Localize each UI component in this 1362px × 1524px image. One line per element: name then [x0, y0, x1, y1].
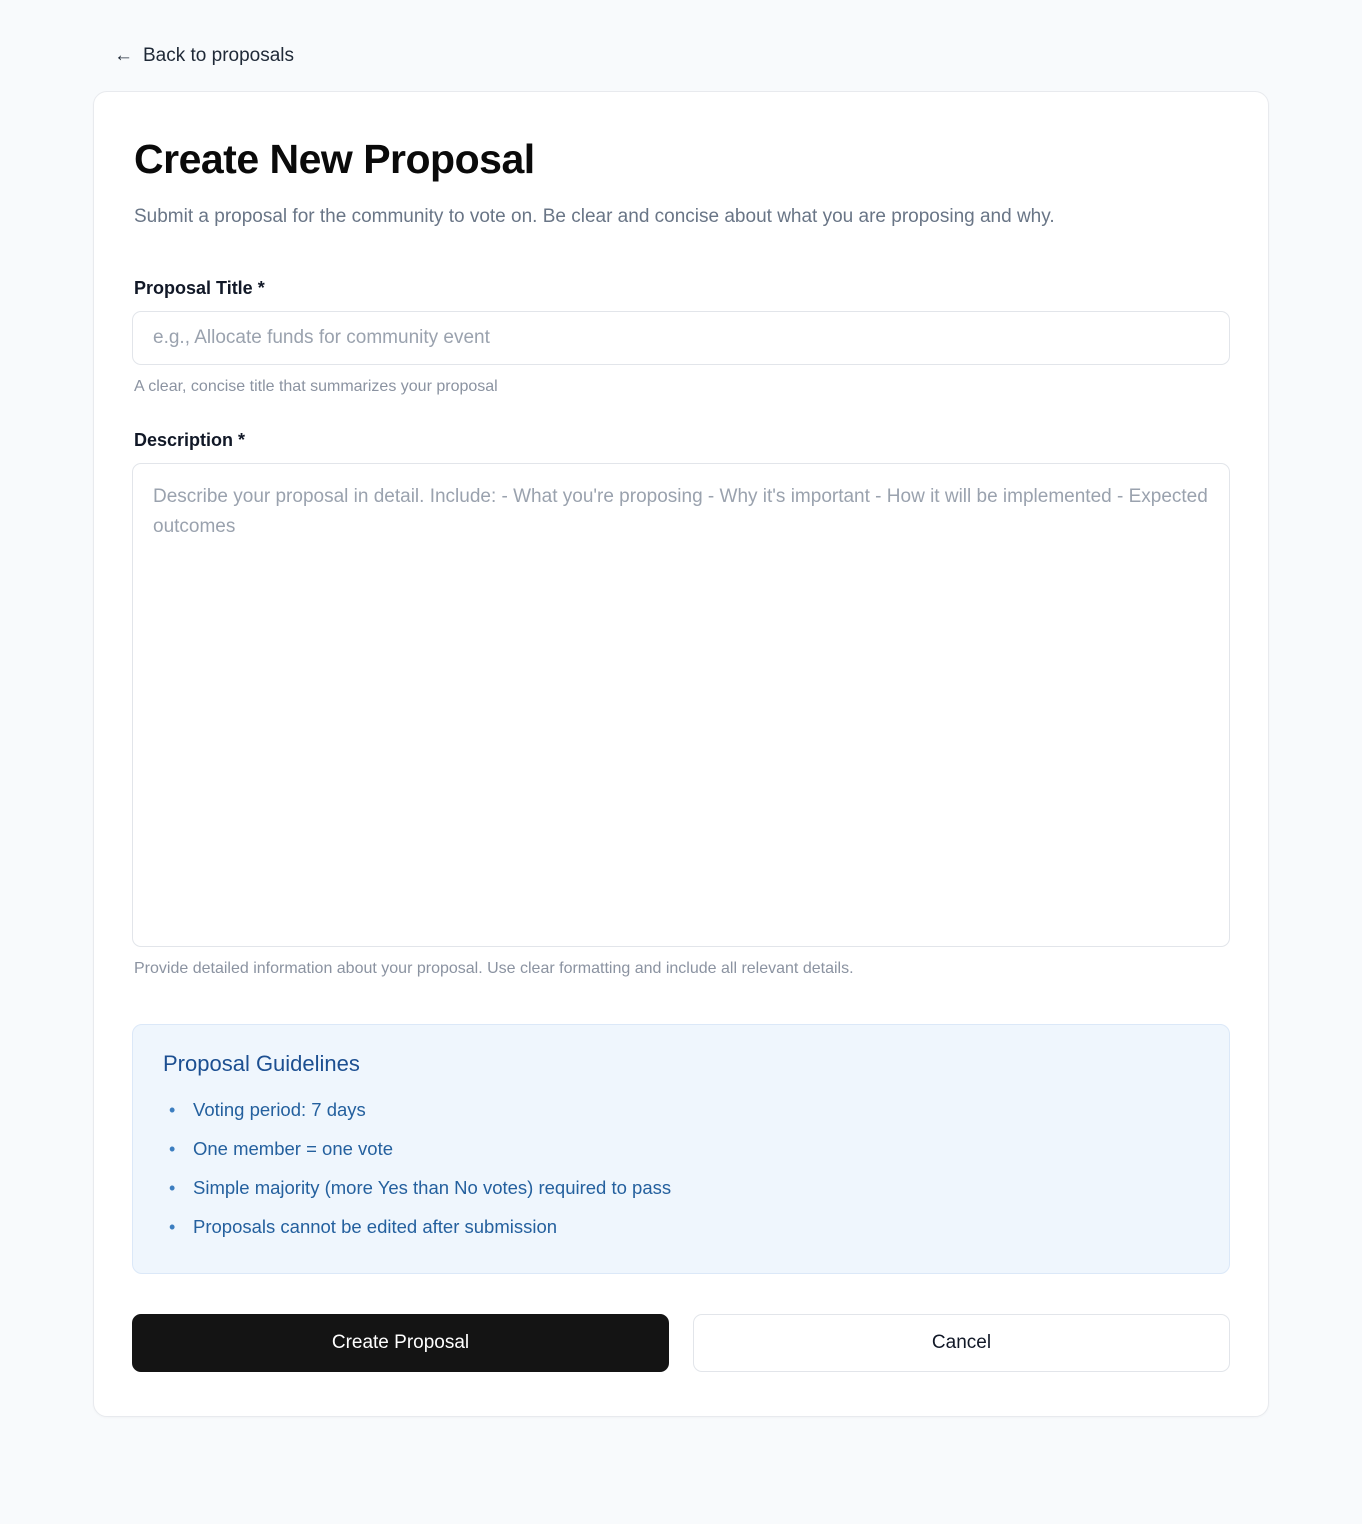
create-proposal-button[interactable]: Create Proposal — [132, 1314, 669, 1372]
proposal-title-help: A clear, concise title that summarizes your proposal — [134, 377, 498, 395]
list-item: • Proposals cannot be edited after submission — [193, 1208, 1201, 1247]
guidelines-title: Proposal Guidelines — [163, 1050, 360, 1076]
description-field-group — [132, 430, 1230, 978]
page-subtitle: Submit a proposal for the community to vote on. Be clear and concise about what you are proposing and why. — [134, 206, 1055, 227]
list-item: • One member = one vote — [193, 1130, 1201, 1169]
description-help: Provide detailed information about your proposal. Use clear formatting and include all relevant details. — [134, 959, 854, 977]
proposal-title-field-group — [132, 278, 1230, 396]
guidelines-list — [161, 1091, 1201, 1247]
proposal-title-input[interactable] — [132, 311, 1230, 365]
proposal-title-label: Proposal Title * — [134, 277, 265, 298]
list-item: • Simple majority (more Yes than No votes) required to pass — [193, 1169, 1201, 1208]
back-to-proposals-label: Back to proposals — [143, 45, 295, 66]
back-to-proposals-link[interactable] — [114, 46, 294, 65]
proposal-guidelines-panel — [132, 1024, 1230, 1274]
create-proposal-card — [93, 91, 1269, 1417]
description-textarea[interactable] — [132, 463, 1230, 947]
list-item: • Voting period: 7 days — [193, 1091, 1201, 1130]
cancel-button[interactable]: Cancel — [693, 1314, 1230, 1372]
page-title: Create New Proposal — [134, 136, 535, 182]
arrow-left-icon: ← — [114, 45, 133, 66]
description-label: Description * — [134, 429, 246, 450]
form-actions — [132, 1314, 1230, 1372]
